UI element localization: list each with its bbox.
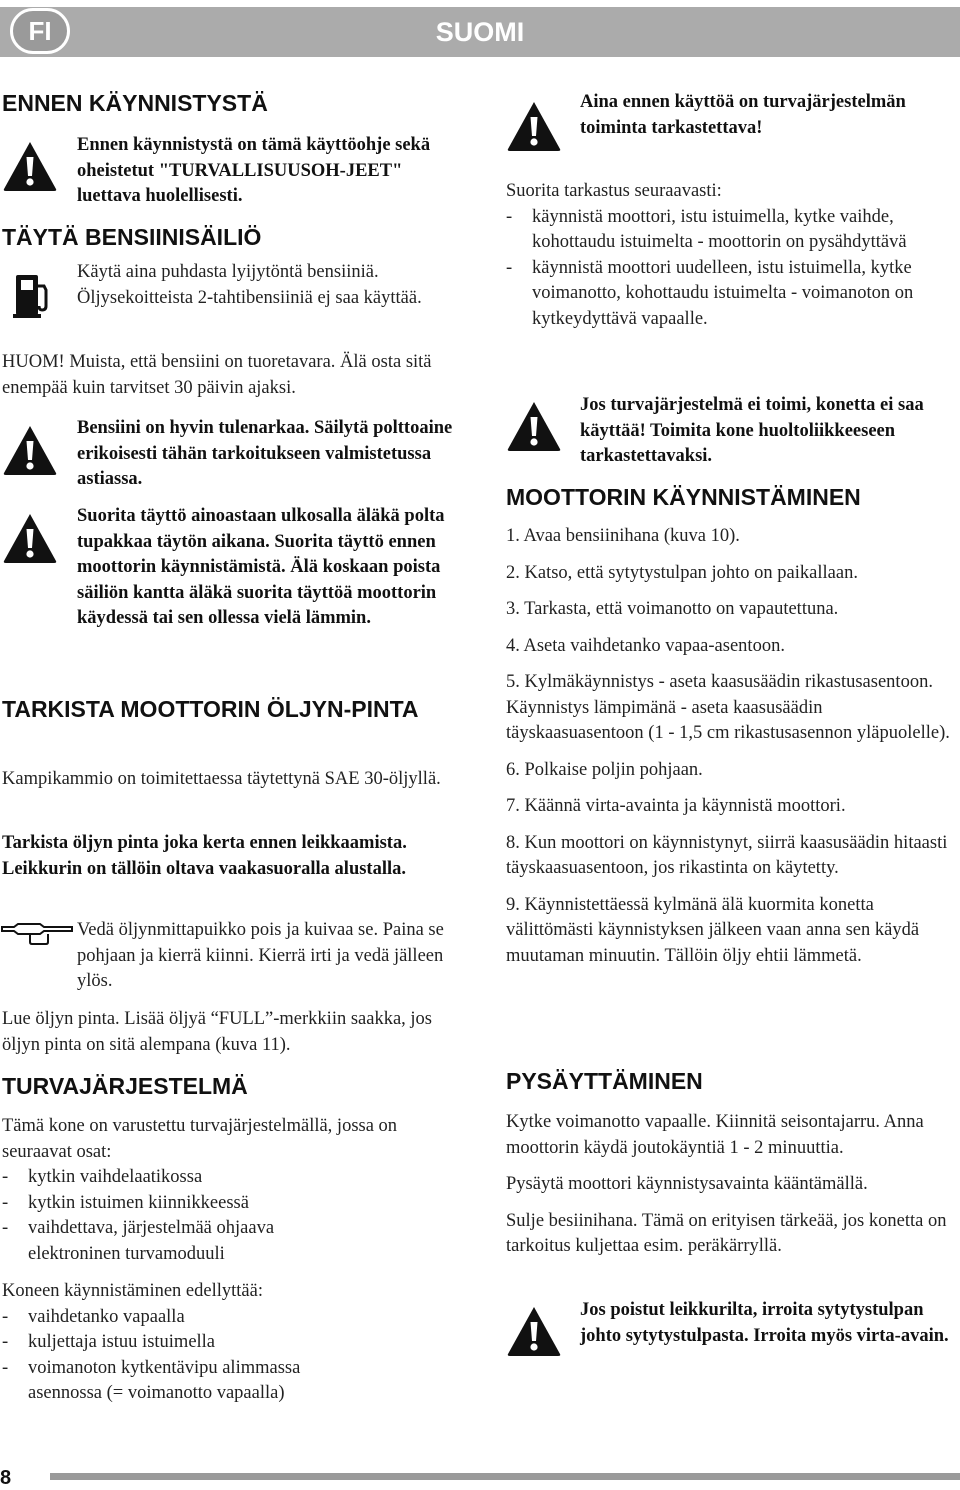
koneen-kaynnistaminen-block (2, 1279, 452, 1407)
heading-tayta-bensiinisailio: TÄYTÄ BENSIINISÄILIÖ (2, 224, 262, 250)
warning-triangle-icon (2, 512, 58, 564)
list-item: - käynnistä moottori uudelleen, istu istuimella, kytke voimanotto, kohottaudu istuimelta - voimanoton on kytkeydyttävä vapaalle. (506, 256, 952, 333)
tarkastus-intro-text: Suorita tarkastus seuraavasti: (506, 181, 722, 201)
heading-ennen-kaynnistysta: ENNEN KÄYNNISTYSTÄ (2, 90, 268, 116)
warning-bensiini-text: Bensiini on hyvin tulenarkaa. Säilytä polttoaine erikoisesti tähän tarkoitukseen valmistetussa astiassa. (77, 418, 453, 489)
warning-triangle-icon (2, 140, 58, 192)
list-item: 9. Käynnistettäessä kylmänä älä kuormita konetta välittömästi käynnistyksen jälkeen vaan anna sen käydä muutaman minuutin. Tällöin öljy ehtii lämmetä. (506, 894, 920, 966)
list-item: - käynnistä moottori, istu istuimella, kytke vaihde, kohottaudu istuimelta - moottorin on pysähdyttävä (506, 205, 952, 256)
warning-triangle-icon (506, 1305, 562, 1357)
list-item: 5. Kylmäkäynnistys - aseta kaasusäädin rikastusasentoon. Käynnistys lämpimänä - aseta kaasusäädin täyskaasuasentoon (1 - 1,5 cm rikastusasennon yläpuolelle). (506, 672, 950, 743)
list-item: - vaihdettava, järjestelmää ohjaava elektroninen turvamoduuli (2, 1216, 368, 1267)
list-item: 6. Polkaise poljin pohjaan. (506, 759, 703, 780)
fuel-instruction-text: Käytä aina puhdasta lyijytöntä bensiiniä. Öljysekoitteista 2-tahtibensiiniä ej saa käyttää. (77, 262, 422, 308)
heading-tarkista-oljynpinta: TARKISTA MOOTTORIN ÖLJYN-PINTA (2, 696, 419, 722)
fuel-pump-icon (12, 272, 52, 320)
turva-parts-list (2, 1165, 452, 1267)
sulje-text: Sulje besiinihana. Tämä on erityisen tärkeää, jos konetta on tarkoitus kuljettaa esim. peräkärryllä. (506, 1210, 947, 1256)
warning-taytto-text: Suorita täyttö ainoastaan ulkosalla äläkä polta tupakkaa täytön aikana. Suorita täyttö ennen moottorin käynnistämistä. Älä koskaan poista säiliön kantta äläkä suorita täyttöä moottorin käydessä tai sen ollessa vielä lämmin. (77, 506, 445, 628)
heading-pysayttaminen: PYSÄYTTÄMINEN (506, 1068, 703, 1094)
language-badge: FI (10, 8, 70, 54)
warning-aina-text: Aina ennen käyttöä on turvajärjestelmän toiminta tarkastettava! (580, 92, 906, 138)
heading-turvajarjestelma: TURVAJÄRJESTELMÄ (2, 1073, 248, 1099)
list-item: 8. Kun moottori on käynnistynyt, siirrä kaasusäädin hitaasti täyskaasuasentoon, jos rikastinta on käytetty. (506, 832, 948, 878)
page-header (0, 0, 960, 62)
list-item: - voimanoton kytkentävipu alimmassa asennossa (= voimanotto vapaalla) (2, 1356, 378, 1407)
huom-text: HUOM! Muista, että bensiini on tuoretavara. Älä osta sitä enempää kuin tarvitset 30 päivin ajaksi. (2, 352, 432, 398)
list-item: - kytkin istuimen kiinnikkeessä (2, 1191, 452, 1217)
warning-poistut-text: Jos poistut leikkurilta, irroita sytytystulpan johto sytytystulpasta. Irroita myös virta-avain. (580, 1300, 949, 1346)
list-item: 3. Tarkasta, että voimanotto on vapautettuna. (506, 599, 839, 619)
koneen-conditions-list (2, 1305, 452, 1407)
tarkastus-block (506, 179, 956, 332)
tarkista-bold-text: Tarkista öljyn pinta joka kerta ennen leikkaamista. Leikkurin on tällöin oltava vaakasuoralla alustalla. (2, 833, 407, 879)
list-item: - kuljettaja istuu istuimella (2, 1330, 452, 1356)
tarkastus-steps-list (506, 205, 956, 333)
pysayta-text: Pysäytä moottori käynnistysavainta kääntämällä. (506, 1174, 868, 1194)
oil-dipstick-icon (0, 922, 74, 946)
warning-jos-text: Jos turvajärjestelmä ei toimi, konetta ei saa käyttää! Toimita kone huoltoliikkeeseen tarkastettavaksi. (580, 395, 924, 466)
koneen-intro-text: Koneen käynnistäminen edellyttää: (2, 1281, 263, 1301)
turva-parts-block (2, 1114, 452, 1267)
kytke-text: Kytke voimanotto vapaalle. Kiinnitä seisontajarru. Anna moottorin käydä joutokäyntiä 1 - 2 minuuttia. (506, 1112, 924, 1158)
warning-triangle-icon (2, 424, 58, 476)
kampikammio-text: Kampikammio on toimitettaessa täytettynä SAE 30-öljyllä. (2, 769, 441, 789)
list-item: - vaihdetanko vapaalla (2, 1305, 452, 1331)
page-number: 8 (0, 1467, 12, 1489)
lue-oljyn-pinta-text: Lue öljyn pinta. Lisää öljyä “FULL”-merkkiin saakka, jos öljyn pinta on sitä alempana (kuva 11). (2, 1009, 433, 1055)
list-item: 7. Käännä virta-avainta ja käynnistä moottori. (506, 796, 846, 816)
warning-triangle-icon (506, 100, 562, 152)
kaynnistys-steps (506, 524, 956, 969)
warning-triangle-icon (506, 400, 562, 452)
list-item: - kytkin vaihdelaatikossa (2, 1165, 452, 1191)
footer-bar (50, 1473, 960, 1480)
heading-moottorin-kaynnistaminen: MOOTTORIN KÄYNNISTÄMINEN (506, 484, 861, 510)
list-item: 2. Katso, että sytytystulpan johto on paikallaan. (506, 562, 858, 583)
language-title: SUOMI (435, 17, 525, 47)
turva-intro-text: Tämä kone on varustettu turvajärjestelmällä, jossa on seuraavat osat: (2, 1116, 398, 1162)
list-item: 4. Aseta vaihdetanko vapaa-asentoon. (506, 635, 785, 656)
pysayttaminen-block (506, 1110, 956, 1260)
dipstick-instruction-text: Vedä öljynmittapuikko pois ja kuivaa se. Paina se pohjaan ja kierrä kiinni. Kierrä irti ja vedä jälleen ylös. (77, 920, 444, 991)
list-item: 1. Avaa bensiinihana (kuva 10). (506, 526, 740, 546)
warning-ennen-text: Ennen käynnistystä on tämä käyttöohje sekä oheistetut "TURVALLISUUSOH-JEET" luettava huolellisesti. (77, 135, 431, 206)
